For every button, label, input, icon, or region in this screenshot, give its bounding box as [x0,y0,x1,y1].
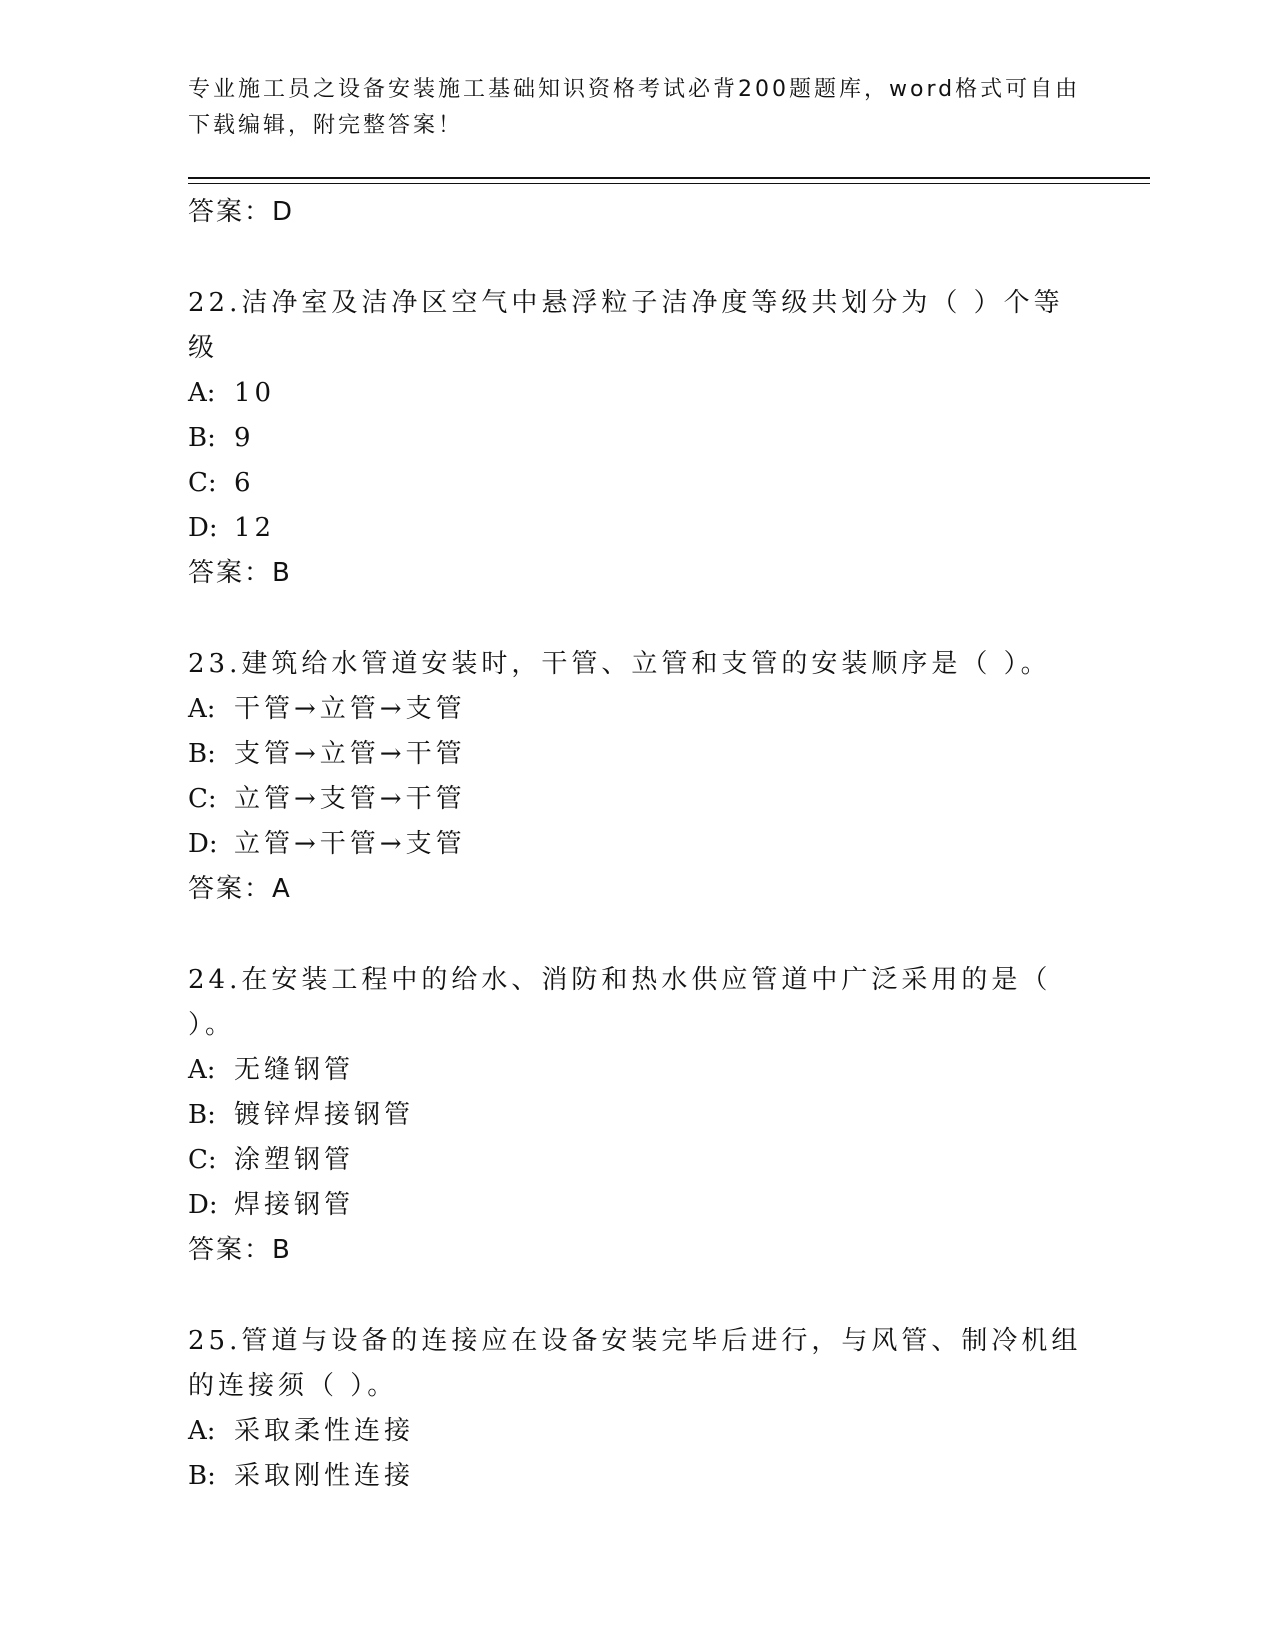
option-line [188,416,1088,461]
option-line [188,1048,1088,1093]
option-text: 6 [234,468,255,498]
option-text: 支管→立管→干管 [234,739,466,769]
option-letter: B: [188,1461,216,1491]
option-text: 镀锌焊接钢管 [234,1100,415,1130]
option-letter: C: [188,784,217,814]
option-letter: D: [188,829,218,859]
option-line [188,687,1088,732]
option-letter: A: [188,1055,216,1085]
spacer [188,596,1088,642]
spacer [188,235,1088,281]
option-letter: B: [188,423,216,453]
header-rule-thick [188,177,1150,179]
option-line [188,732,1088,777]
document-content [188,190,1088,1499]
option-letter: D: [188,513,218,543]
option-line [188,822,1088,867]
option-text: 立管→干管→支管 [234,829,466,859]
spacer [188,912,1088,958]
option-line [188,1183,1088,1228]
option-text: 9 [234,423,255,453]
option-letter: B: [188,739,216,769]
option-text: 10 [234,378,276,408]
option-text: 焊接钢管 [234,1190,355,1220]
answer-line: 答案：B [188,558,292,588]
option-text: 无缝钢管 [234,1055,355,1085]
header-rule-thin [188,183,1150,184]
option-line [188,1454,1088,1499]
option-text: 涂塑钢管 [234,1145,355,1175]
option-text: 立管→支管→干管 [234,784,466,814]
option-line [188,1093,1088,1138]
option-text: 采取柔性连接 [234,1416,415,1446]
option-line [188,1138,1088,1183]
option-letter: C: [188,468,217,498]
option-letter: A: [188,694,216,724]
spacer [188,1273,1088,1319]
option-text: 12 [234,513,276,543]
option-letter: A: [188,378,216,408]
option-line [188,371,1088,416]
question-text: 23.建筑给水管道安装时，干管、立管和支管的安装顺序是（ ）。 [188,649,1051,679]
option-text: 干管→立管→支管 [234,694,466,724]
option-line [188,461,1088,506]
option-letter: A: [188,1416,216,1446]
answer-line: 答案：D [188,197,295,227]
answer-line: 答案：B [188,1235,292,1265]
option-letter: D: [188,1190,218,1220]
question-text: 24.在安装工程中的给水、消防和热水供应管道中广泛采用的是（ ）。 [188,965,1052,1040]
option-line [188,1409,1088,1454]
option-text: 采取刚性连接 [234,1461,415,1491]
option-letter: B: [188,1100,216,1130]
question-text: 22.洁净室及洁净区空气中悬浮粒子洁净度等级共划分为（ ）个等级 [188,288,1064,363]
question-text: 25.管道与设备的连接应在设备安装完毕后进行，与风管、制冷机组的连接须（ ）。 [188,1326,1082,1401]
document-header: 专业施工员之设备安装施工基础知识资格考试必背200题题库，word格式可自由下载编辑，附完整答案！ [188,77,1081,138]
answer-line: 答案：A [188,874,292,904]
option-letter: C: [188,1145,217,1175]
option-line [188,506,1088,551]
option-line [188,777,1088,822]
